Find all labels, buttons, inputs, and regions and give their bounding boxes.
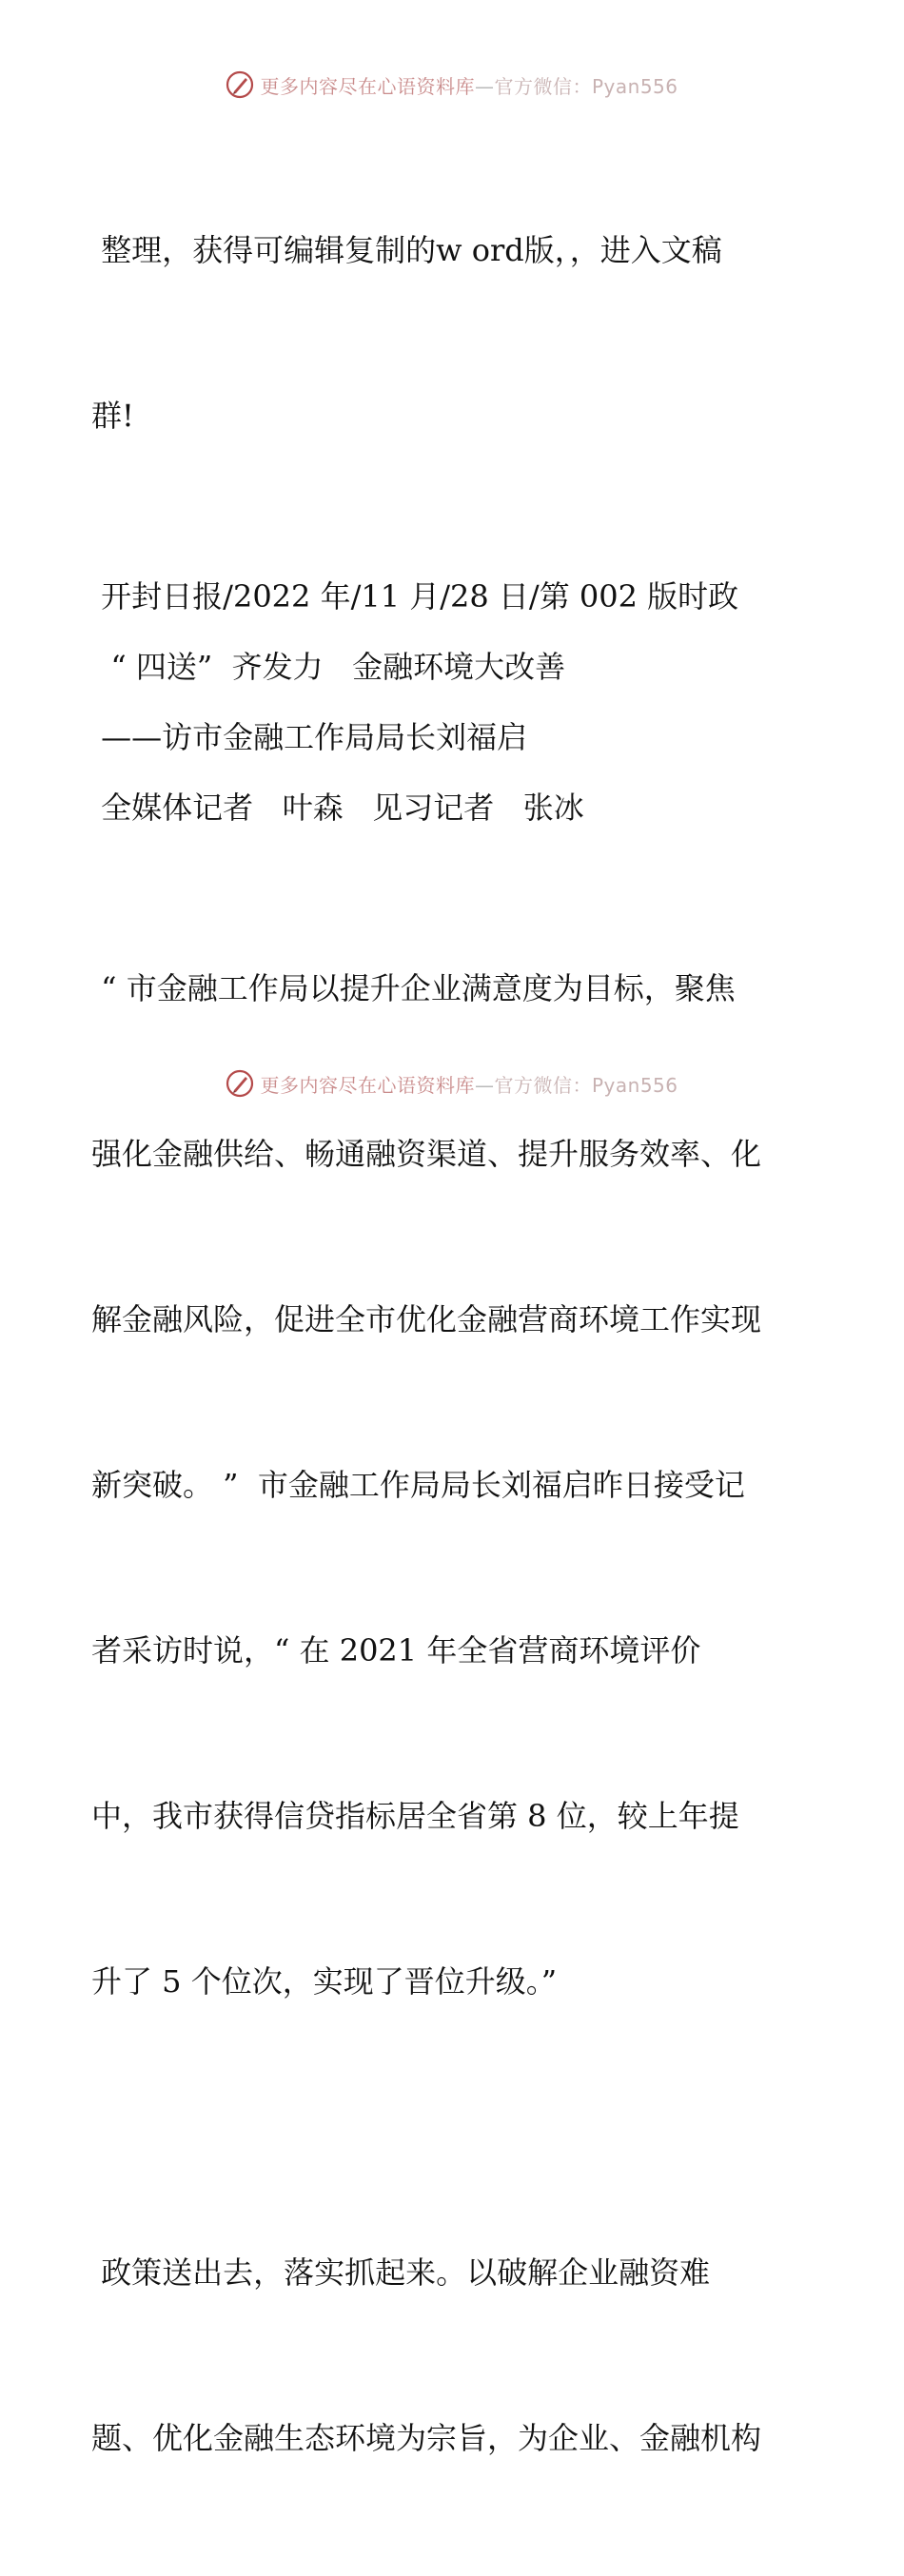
watermark-text — [260, 1070, 678, 1098]
watermark-id: Pyan556 — [591, 74, 678, 98]
document-body — [91, 112, 815, 2576]
watermark-separator: — — [474, 74, 495, 98]
watermark-brand: 官方微信： — [494, 1073, 592, 1097]
footer-watermark — [0, 1067, 904, 1100]
text-line: 题、优化金融生态环境为宗旨，为企业、金融机构 — [91, 2420, 762, 2456]
watermark-text — [260, 71, 678, 99]
text-line: 中，我市获得信贷指标居全省第 8 位，较上年提 — [91, 1798, 739, 1834]
watermark-brand: 官方微信： — [494, 74, 592, 98]
text-line: 新突破。 ” 市金融工作局局长刘福启昨日接受记 — [91, 1467, 745, 1503]
text-line: “ 市金融工作局以提升企业满意度为目标，聚焦 — [91, 970, 736, 1006]
quill-pen-icon — [226, 1069, 254, 1098]
byline: 全媒体记者 叶森 见习记者 张冰 — [91, 790, 584, 826]
source-line: 开封日报/2022 年/11 月/28 日/第 002 版时政 — [91, 578, 739, 615]
watermark-separator: — — [474, 1073, 495, 1097]
text-line: 升了 5 个位次，实现了晋位升级。” — [91, 1963, 558, 2000]
watermark-main: 更多内容尽在心语资料库 — [260, 74, 475, 98]
headline: “ 四送” 齐发力 金融环境大改善 — [91, 649, 566, 685]
watermark-id: Pyan556 — [591, 1073, 678, 1097]
text-line: 政策送出去，落实抓起来。以破解企业融资难 — [91, 2254, 711, 2291]
text-line: 者采访时说，“ 在 2021 年全省营商环境评价 — [91, 1632, 701, 1669]
quill-pen-icon — [226, 70, 254, 99]
text-line: 解金融风险，促进全市优化金融营商环境工作实现 — [91, 1301, 762, 1337]
text-line: 整理，获得可编辑复制的w ord版，，进入文稿 — [91, 232, 722, 268]
text-line: 群! — [91, 398, 134, 434]
text-line: 强化金融供给、畅通融资渠道、提升服务效率、化 — [91, 1136, 762, 1172]
intro-paragraph — [91, 112, 815, 554]
body-paragraph-1 — [91, 850, 815, 2119]
header-watermark — [0, 68, 904, 101]
watermark-main: 更多内容尽在心语资料库 — [260, 1073, 475, 1097]
subheadline: ——访市金融工作局局长刘福启 — [91, 719, 528, 755]
body-paragraph-2 — [91, 2135, 815, 2576]
